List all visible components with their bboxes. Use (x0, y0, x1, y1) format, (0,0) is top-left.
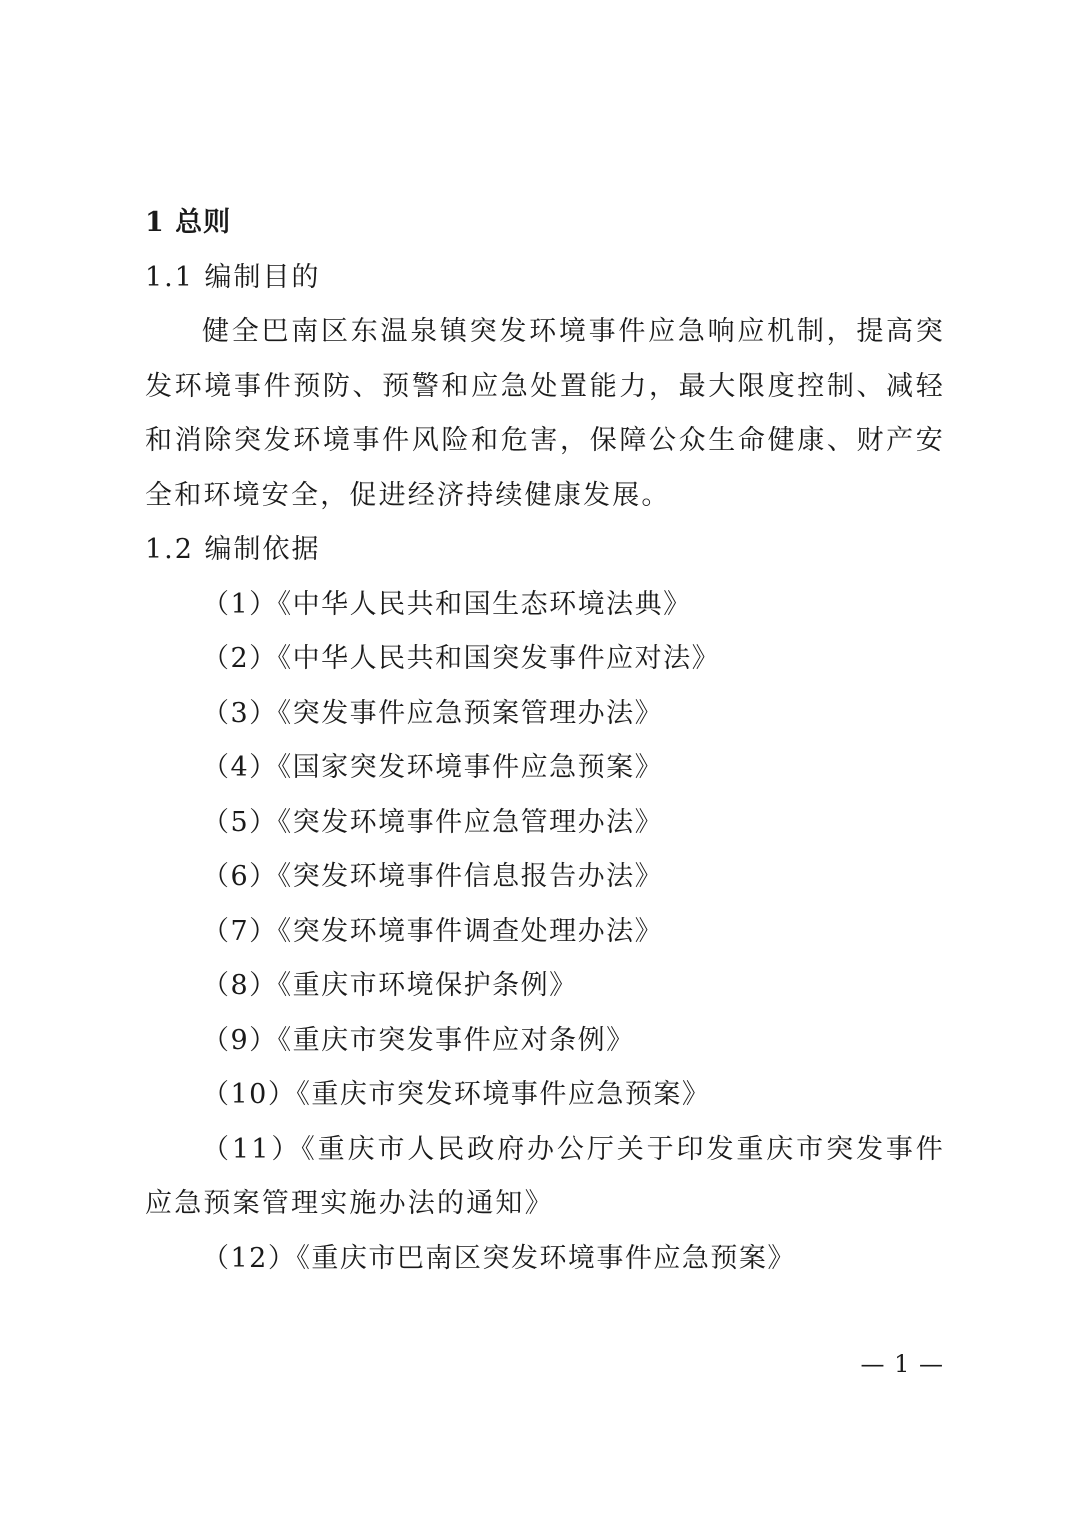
subsection-heading-basis: 1.2 编制依据 (145, 534, 321, 565)
basis-list-item: （1）《中华人民共和国生态环境法典》 (202, 588, 692, 620)
page-number: — 1 — (860, 1350, 944, 1378)
basis-list-item: （10）《重庆市突发环境事件应急预案》 (202, 1079, 711, 1110)
basis-list-item: （7）《突发环境事件调查处理办法》 (202, 915, 664, 947)
section-heading-general: 1 总则 (145, 207, 232, 238)
basis-list-item: （9）《重庆市突发事件应对条例》 (202, 1024, 635, 1056)
basis-list-item: （8）《重庆市环境保护条例》 (202, 970, 578, 1001)
document-body (145, 196, 945, 1286)
basis-list-item: （2）《中华人民共和国突发事件应对法》 (202, 643, 721, 674)
basis-list-item: （5）《突发环境事件应急管理办法》 (202, 806, 664, 838)
purpose-paragraph: 健全巴南区东温泉镇突发环境事件应急响应机制，提高突发环境事件预防、预警和应急处置能力，最大限度控制、减轻和消除突发环境事件风险和危害，保障公众生命健康、财产安全和环境安全，促进经济持续健康发展。 (145, 316, 945, 511)
basis-list-item: （11）《重庆市人民政府办公厅关于印发重庆市突发事件应急预案管理实施办法的通知》 (145, 1133, 945, 1219)
basis-list-item: （12）《重庆市巴南区突发环境事件应急预案》 (202, 1242, 796, 1274)
basis-list-item: （3）《突发事件应急预案管理办法》 (202, 697, 664, 729)
basis-list-item: （4）《国家突发环境事件应急预案》 (202, 752, 664, 783)
basis-list-item: （6）《突发环境事件信息报告办法》 (202, 861, 664, 892)
subsection-heading-purpose: 1.1 编制目的 (145, 261, 321, 293)
